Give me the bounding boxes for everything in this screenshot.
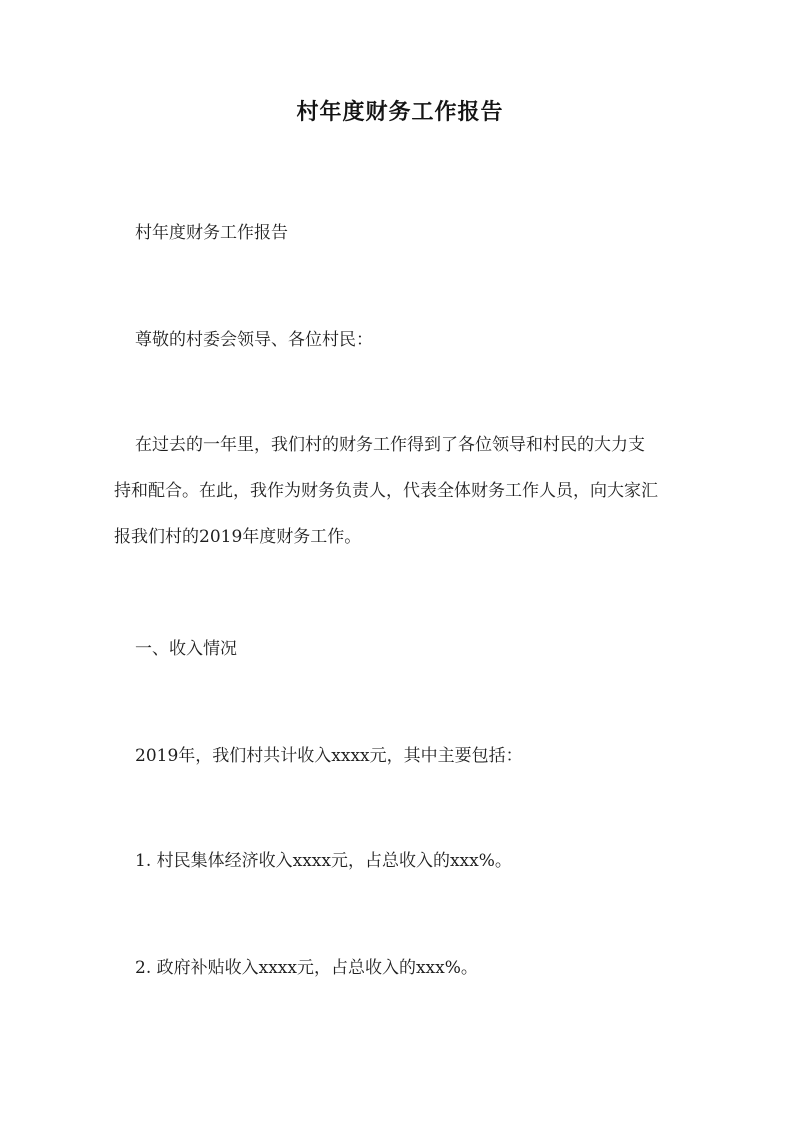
document-subtitle: 村年度财务工作报告 [135, 223, 288, 243]
intro-line-3: 报我们村的2019年度财务工作。 [114, 527, 362, 547]
income-summary-paragraph: 2019年，我们村共计收入xxxx元，其中主要包括： [135, 746, 523, 766]
greeting-paragraph: 尊敬的村委会领导、各位村民： [135, 330, 373, 350]
intro-paragraph [114, 422, 675, 560]
intro-line-2: 持和配合。在此，我作为财务负责人，代表全体财务工作人员，向大家汇 [114, 481, 658, 501]
section-heading-income: 一、收入情况 [135, 639, 237, 659]
intro-line-1: 在过去的一年里，我们村的财务工作得到了各位领导和村民的大力支 [135, 435, 645, 455]
document-title: 村年度财务工作报告 [296, 99, 504, 125]
income-item-2: 2. 政府补贴收入xxxx元，占总收入的xxx%。 [135, 958, 478, 978]
income-item-1: 1. 村民集体经济收入xxxx元，占总收入的xxx%。 [135, 851, 512, 871]
